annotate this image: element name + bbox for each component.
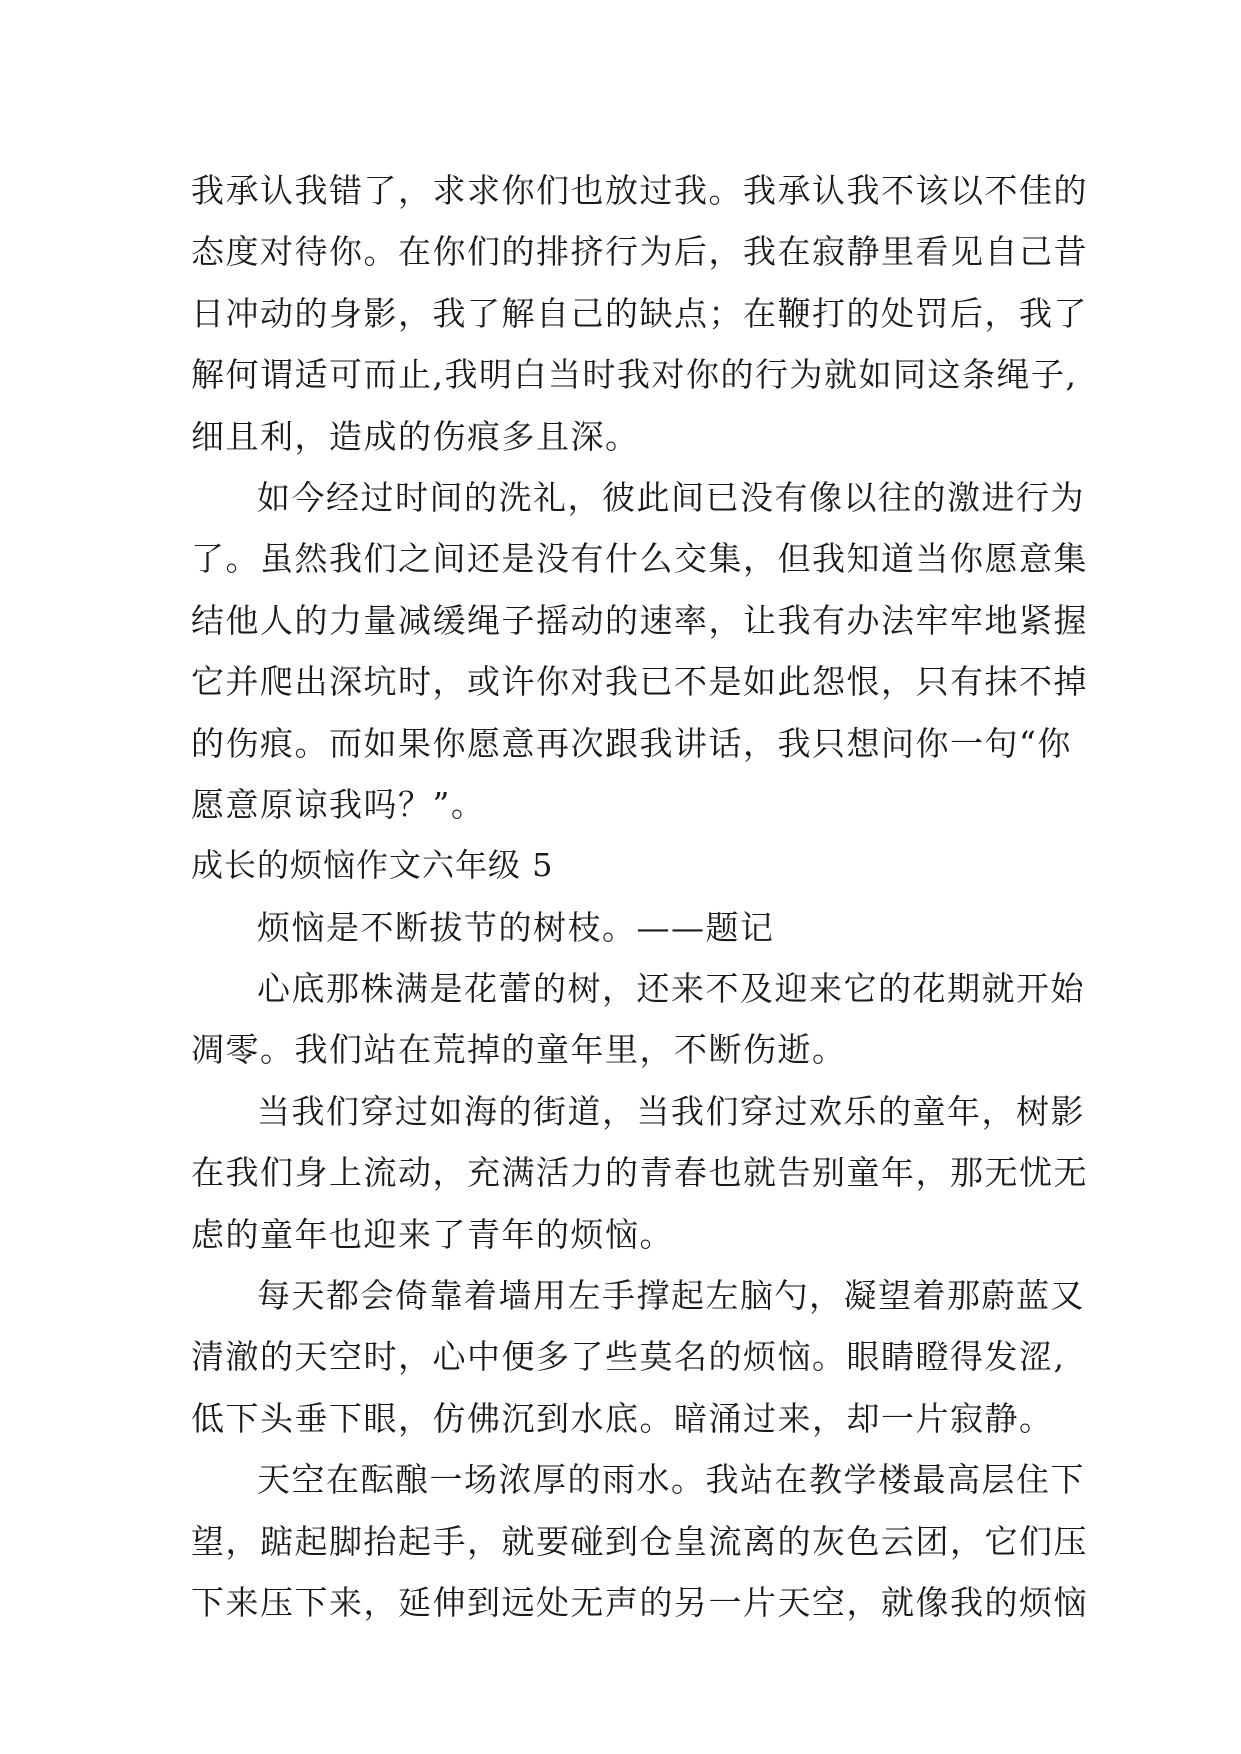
text-line: 下来压下来，延伸到远处无声的另一片天空，就像我的烦恼 [191,1582,1088,1622]
text-line: 每天都会倚靠着墙用左手撑起左脑勺，凝望着那蔚蓝又 [257,1276,1085,1316]
text-line: 心底那株满是花蕾的树，还来不及迎来它的花期就开始 [257,969,1085,1009]
text-line: 结他人的力量减缓绳子摇动的速率，让我有办法牢牢地紧握 [191,600,1088,640]
document-body [191,160,1088,1633]
text-line: 烦恼是不断拔节的树枝。——题记 [257,907,775,947]
text-line: 清澈的天空时，心中便多了些莫名的烦恼。眼睛瞪得发涩, [191,1337,1066,1377]
text-line: 我承认我错了，求求你们也放过我。我承认我不该以不佳的 [191,171,1088,210]
section-heading: 成长的烦恼作文六年级 5 [191,846,554,885]
text-line: 的伤痕。而如果你愿意再次跟我讲话，我只想问你一句“你 [191,723,1072,763]
text-line: 低下头垂下眼，仿佛沉到水底。暗涌过来，却一片寂静。 [191,1398,1054,1438]
text-line: 当我们穿过如海的街道，当我们穿过欢乐的童年，树影 [257,1091,1085,1131]
text-line: 如今经过时间的洗礼，彼此间已没有像以往的激进行为 [257,477,1085,517]
text-line: 细且利，造成的伤痕多且深。 [191,416,640,456]
text-line: 虑的童年也迎来了青年的烦恼。 [191,1214,674,1254]
text-line: 愿意原谅我吗？”。 [191,784,486,824]
text-line: 天空在酝酿一场浓厚的雨水。我站在教学楼最高层住下 [257,1460,1085,1500]
text-line: 在我们身上流动，充满活力的青春也就告别童年，那无忧无 [191,1153,1088,1193]
text-line: 它并爬出深坑时，或许你对我已不是如此怨恨，只有抹不掉 [191,662,1088,702]
text-line: 望，踮起脚抬起手，就要碰到仓皇流离的灰色云团，它们压 [191,1521,1088,1561]
text-line: 态度对待你。在你们的排挤行为后，我在寂静里看见自己昔 [191,232,1088,272]
text-line: 凋零。我们站在荒掉的童年里，不断伤逝。 [191,1030,847,1070]
text-line: 解何谓适可而止,我明白当时我对你的行为就如同这条绳子, [191,355,1078,395]
text-line: 了。虽然我们之间还是没有什么交集，但我知道当你愿意集 [191,539,1088,579]
text-line: 日冲动的身影，我了解自己的缺点；在鞭打的处罚后，我了 [191,293,1088,333]
